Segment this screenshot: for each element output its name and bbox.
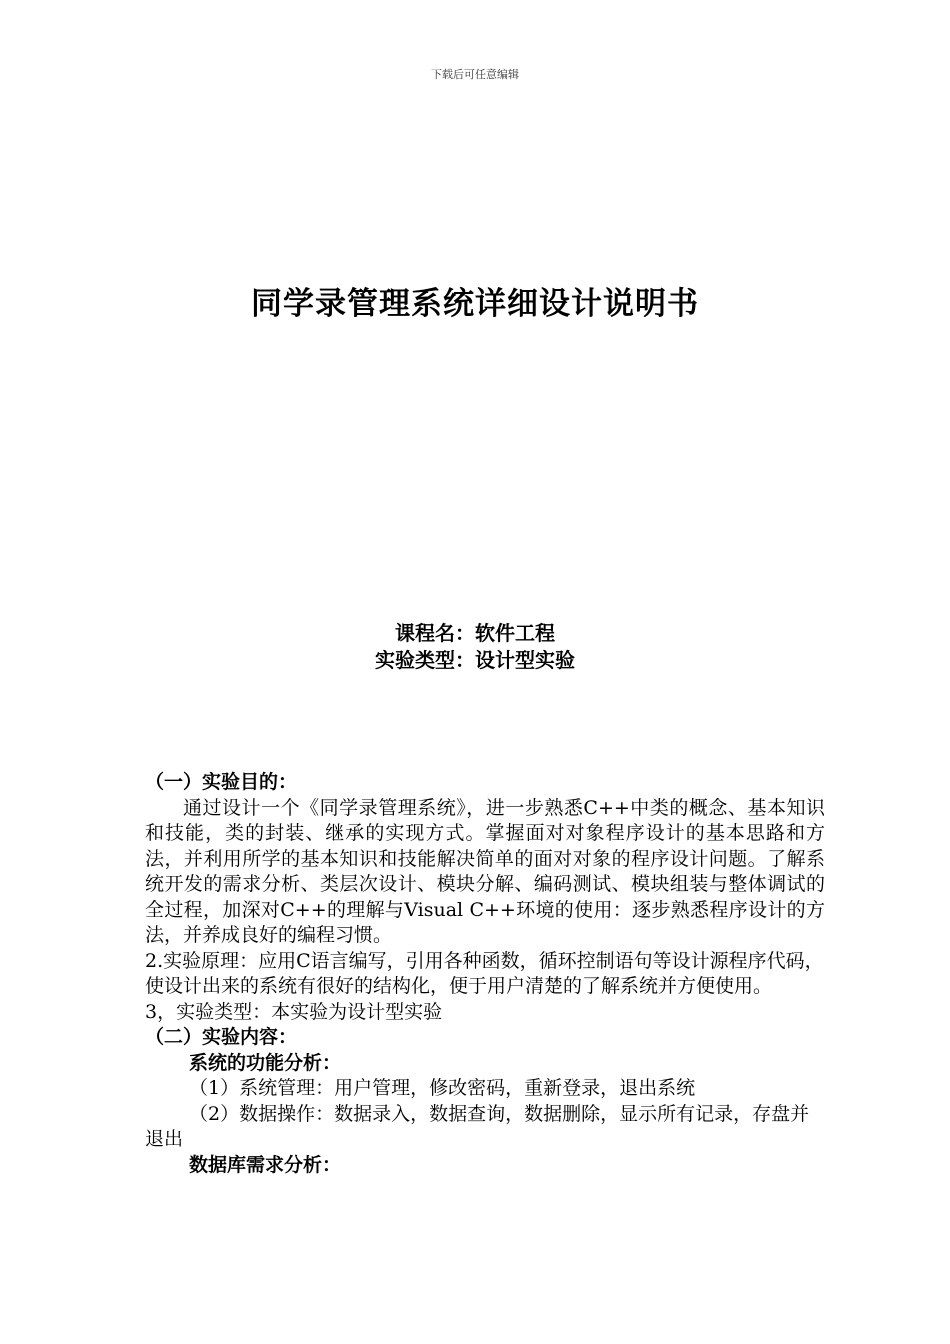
document-title: 同学录管理系统详细设计说明书 [251,286,699,322]
section-heading-content: （二）实验内容： [145,1026,298,1048]
function-item-system-management: （1）系统管理：用户管理，修改密码，重新登录，退出系统 [189,1077,696,1099]
function-analysis-heading: 系统的功能分析： [189,1051,342,1074]
course-name-line: 课程名：软件工程 [395,621,555,645]
experiment-type-paragraph: 3，实验类型：本实验为设计型实验 [145,1000,443,1023]
experiment-type-line: 实验类型：设计型实验 [375,648,575,672]
document-meta [0,620,950,674]
page-header-note: 下载后可任意编辑 [431,68,519,81]
section-heading-purpose: （一）实验目的： [145,771,298,793]
database-analysis-heading: 数据库需求分析： [189,1153,342,1176]
purpose-paragraph: 通过设计一个《同学录管理系统》，进一步熟悉C++中类的概念、基本知识和技能，类的封装、继承的实现方式。掌握面对对象程序设计的基本思路和方法，并利用所学的基本知识和技能解决简单的面对对象的程序设计问题。了解系统开发的需求分析、类层次设计、模块分解、编码测试、模块组装与整体调试的全过程，加深对C++的理解与Visual C++环境的使用：逐步熟悉程序设计的方法，并养成良好的编程习惯。 [145,796,825,946]
function-item-data-operation: （2）数据操作：数据录入，数据查询，数据删除，显示所有记录，存盘并退出 [145,1102,810,1150]
document-body [145,770,825,1178]
principle-paragraph: 2.实验原理：应用C语言编写，引用各种函数，循环控制语句等设计源程序代码，使设计出来的系统有很好的结构化，便于用户清楚的了解系统并方便使用。 [145,949,824,997]
